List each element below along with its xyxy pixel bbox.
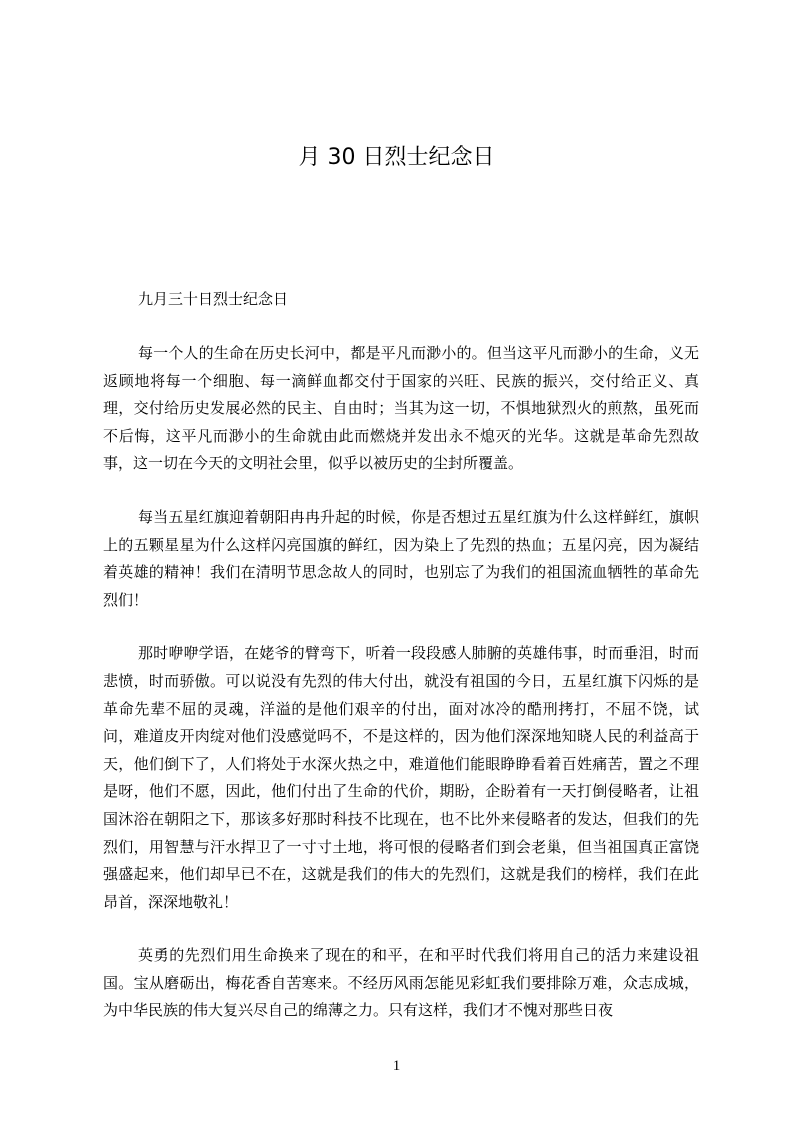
page-number: 1 — [392, 1058, 401, 1074]
document-title: 月 30 日烈士纪念日 — [298, 145, 495, 170]
document-subtitle: 九月三十日烈士纪念日 — [138, 290, 289, 308]
paragraph-4: 英勇的先烈们用生命换来了现在的和平，在和平时代我们将用自己的活力来建设祖国。宝从磨砺出，梅花香自苦寒来。不经历风雨怎能见彩虹我们要排除万难，众志成城，为中华民族的伟大复兴尽自己的绵薄之力。只有这样，我们才不愧对那些日夜 — [103, 946, 699, 1020]
paragraph-1: 每一个人的生命在历史长河中，都是平凡而渺小的。但当这平凡而渺小的生命，义无返顾地将每一个细胞、每一滴鲜血都交付于国家的兴旺、民族的振兴，交付给正义、真理，交付给历史发展必然的民主、自由时；当其为这一切，不惧地狱烈火的煎熬，虽死而不后悔，这平凡而渺小的生命就由此而燃烧并发出永不熄灭的光华。这就是革命先烈故事，这一切在今天的文明社会里，似乎以被历史的尘封所覆盖。 — [103, 344, 699, 473]
paragraph-2: 每当五星红旗迎着朝阳冉冉升起的时候，你是否想过五星红旗为什么这样鲜红，旗帜上的五颗星星为什么这样闪亮国旗的鲜红，因为染上了先烈的热血；五星闪亮，因为凝结着英雄的精神！我们在清明节思念故人的同时，也别忘了为我们的祖国流血牺牲的革命先烈们！ — [103, 507, 699, 609]
document-body — [103, 286, 699, 1051]
paragraph-3: 那时咿咿学语，在姥爷的臂弯下，听着一段段感人肺腑的英雄伟事，时而垂泪，时而悲愤，时而骄傲。可以说没有先烈的伟大付出，就没有祖国的今日，五星红旗下闪烁的是革命先辈不屈的灵魂，洋溢的是他们艰辛的付出，面对冰冷的酷刑拷打，不屈不饶，试问，难道皮开肉绽对他们没感觉吗不，不是这样的，因为他们深深地知晓人民的利益高于天，他们倒下了，人们将处于水深火热之中，难道他们能眼睁睁看着百姓痛苦，置之不理是呀，他们不愿，因此，他们付出了生命的代价，期盼，企盼着有一天打倒侵略者，让祖国沐浴在朝阳之下，那该多好那时科技不比现在，也不比外来侵略者的发达，但我们的先烈们，用智慧与汗水捍卫了一寸寸土地，将可恨的侵略者们到会老巢，但当祖国真正富饶强盛起来，他们却早已不在，这就是我们的伟大的先烈们，这就是我们的榜样，我们在此昂首，深深地敬礼！ — [103, 644, 699, 911]
